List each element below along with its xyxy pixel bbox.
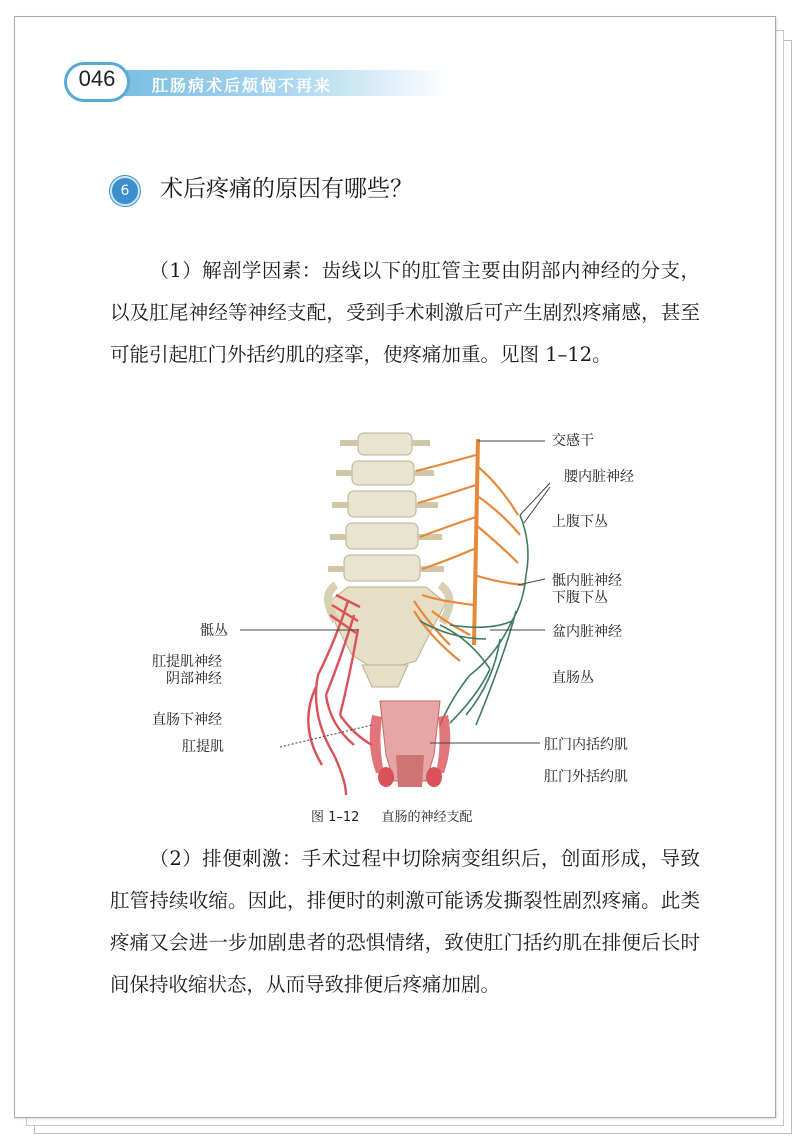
label-sacral-splanchnic: 骶内脏神经 [552, 573, 622, 589]
nerve-anatomy-figure [140, 425, 660, 805]
anal-canal [396, 755, 424, 787]
label-sympathetic-trunk: 交感干 [552, 433, 594, 449]
running-header [64, 58, 454, 102]
label-external-sphincter: 肛门外括约肌 [544, 769, 628, 785]
label-levator-ani-nerve: 肛提肌神经 [152, 654, 222, 670]
external-sphincter-shape [378, 767, 394, 787]
label-rectal-plexus: 直肠丛 [552, 670, 594, 686]
paragraph-defecation-text: （2）排便刺激：手术过程中切除病变组织后，创面形成，导致肛管持续收缩。因此，排便时的刺激可能诱发撕裂性剧烈疼痛。此类疼痛又会进一步加剧患者的恐惧情绪，致使肛门括约肌在排便后长时间保持收缩状态，从而导致排便后疼痛加剧。 [110, 847, 700, 996]
label-sacral-plexus: 骶丛 [200, 623, 228, 639]
label-internal-sphincter: 肛门内括约肌 [544, 737, 628, 753]
paragraph-anatomy-text: （1）解剖学因素：齿线以下的肛管主要由阴部内神经的分支，以及肛尾神经等神经支配，受到手术刺激后可产生剧烈疼痛感，甚至可能引起肛门外括约肌的痉挛，使疼痛加重。见图 1–12。 [110, 259, 700, 366]
section-title: 术后疼痛的原因有哪些？ [160, 176, 413, 202]
section-number-badge: 6 [110, 176, 140, 206]
figure-number: 图 1–12 [311, 810, 360, 825]
book-title: 肛肠病术后烦恼不再来 [152, 76, 333, 95]
label-pelvic-splanchnic: 盆内脏神经 [552, 624, 622, 640]
lumbar-spine [328, 433, 444, 581]
levator-ani-muscle [370, 715, 384, 773]
figure-caption-text: 直肠的神经支配 [381, 810, 473, 825]
label-superior-hypogastric: 上腹下丛 [552, 514, 608, 530]
paragraph-anatomy [110, 250, 700, 376]
label-levator-ani: 肛提肌 [182, 739, 224, 755]
paragraph-defecation [110, 838, 700, 1006]
label-lumbar-splanchnic: 腰内脏神经 [564, 469, 634, 485]
label-inferior-hypogastric: 下腹下丛 [552, 590, 608, 606]
figure-caption [311, 806, 494, 825]
label-pudendal-nerve: 阴部神经 [166, 671, 222, 687]
coccyx [362, 665, 408, 687]
label-inferior-rectal-nerve: 直肠下神经 [152, 712, 222, 728]
page-number: 046 [78, 66, 116, 91]
